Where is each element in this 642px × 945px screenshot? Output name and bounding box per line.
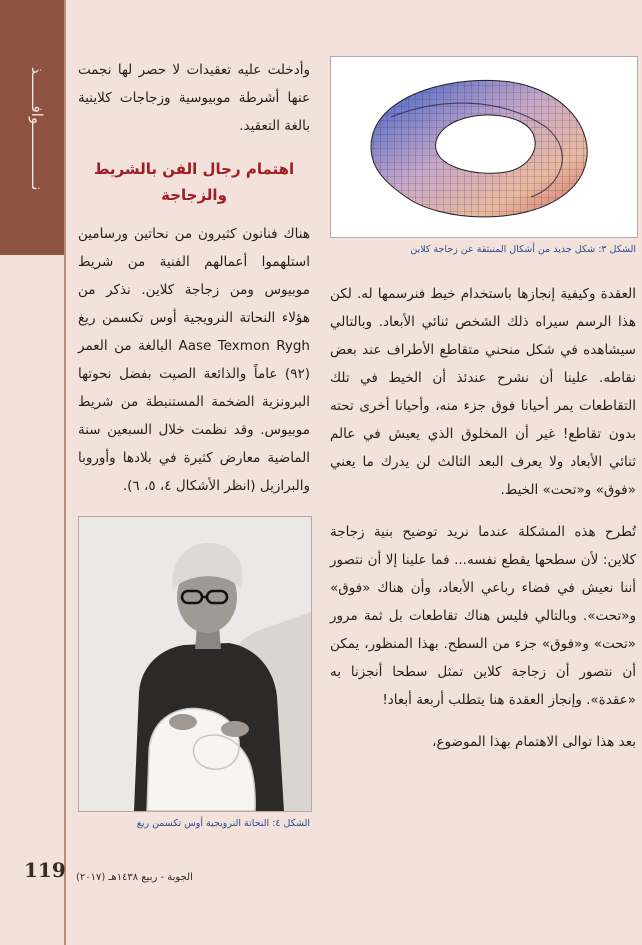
- klein-bottle-icon: [331, 57, 637, 237]
- right-column: [330, 280, 636, 770]
- figure-3-caption: الشكل ٣: شكل جديد من أشكال المنبثقة عن زجاجة كلاين: [410, 244, 636, 255]
- section-label: نــــــــــــــوافـــــــذ: [28, 67, 46, 191]
- issue-footer: الجوبة - ربيع ١٤٣٨هـ (٢٠١٧): [76, 872, 193, 883]
- right-paragraph-2: تُطرح هذه المشكلة عندما نريد توضيح بنية زجاجة كلاين: لأن سطحها يقطع نفسه... فما علينا إلا أن نتصور أننا نعيش في فضاء رباعي الأبعاد، وأن هناك «فوق» و«تحت». وبالتالي فليس هناك تقاطعات بل ثمة مرور «تحت» و«فوق» جزء من السطح. بهذا المنظور، يمكن أن نتصور أن زجاجة كلاين تمثل سطحا أنجزنا به «عقدة». وإنجاز العقدة هنا يتطلب أربعة أبعاد!: [330, 524, 636, 708]
- margin-rule: [64, 0, 66, 945]
- figure-4-caption: الشكل ٤: النحاتة النرويجية أوس تكسمن ريغ: [136, 818, 310, 829]
- right-paragraph-3: بعد هذا توالى الاهتمام بهذا الموضوع،: [432, 734, 636, 750]
- right-paragraph-1: العقدة وكيفية إنجازها باستخدام خيط فنرسمها له. لكن هذا الرسم سيراه ذلك الشخص ثنائي الأبعاد. وبالتالي سيشاهده في شكل منحني متقاطع الأطراف عند بعض نقاطه. علينا أن نشرح عندئذ أن الخيط في تلك التقاطعات يمر أحيانا فوق جزء منه، وأحيانا أخرى تحته بدون تقاطع! غير أن المخلوق الذي يعيش في عالم ثنائي الأبعاد ولا يعرف البعد الثالث لن يدرك ما يعني «فوق» و«تحت» الخيط.: [330, 286, 636, 498]
- section-heading: اهتمام رجال الفن بالشريط والزجاجة: [93, 160, 295, 204]
- figure-4-image: [78, 516, 312, 812]
- page-number: 119: [24, 858, 66, 882]
- figure-3-image: [330, 56, 638, 238]
- left-paragraph-1: وأدخلت عليه تعقيدات لا حصر لها نجمت عنها أشرطة موبيوسية وزجاجات كلاينية بالغة التعقيد.: [78, 62, 310, 134]
- sculptor-photo-icon: [79, 517, 311, 811]
- left-column: [78, 56, 310, 500]
- left-paragraph-2: هناك فنانون كثيرون من نحاتين ورسامين استلهموا أعمالهم الفنية من شريط موبيوس ومن زجاجة كلاين. نذكر من هؤلاء النحاتة النرويجية أوس تكسمن ريغ Aase Texmon Rygh البالغة من العمر (٩٢) عاماً والذائعة الصيت بفضل نحوتها البرونزية الضخمة المستنبطة من شريط موبيوس. وقد نظمت خلال السبعين سنة الماضية معارض كثيرة في بلادها وأوروبا والبرازيل (انظر الأشكال ٤، ٥، ٦).: [78, 226, 310, 494]
